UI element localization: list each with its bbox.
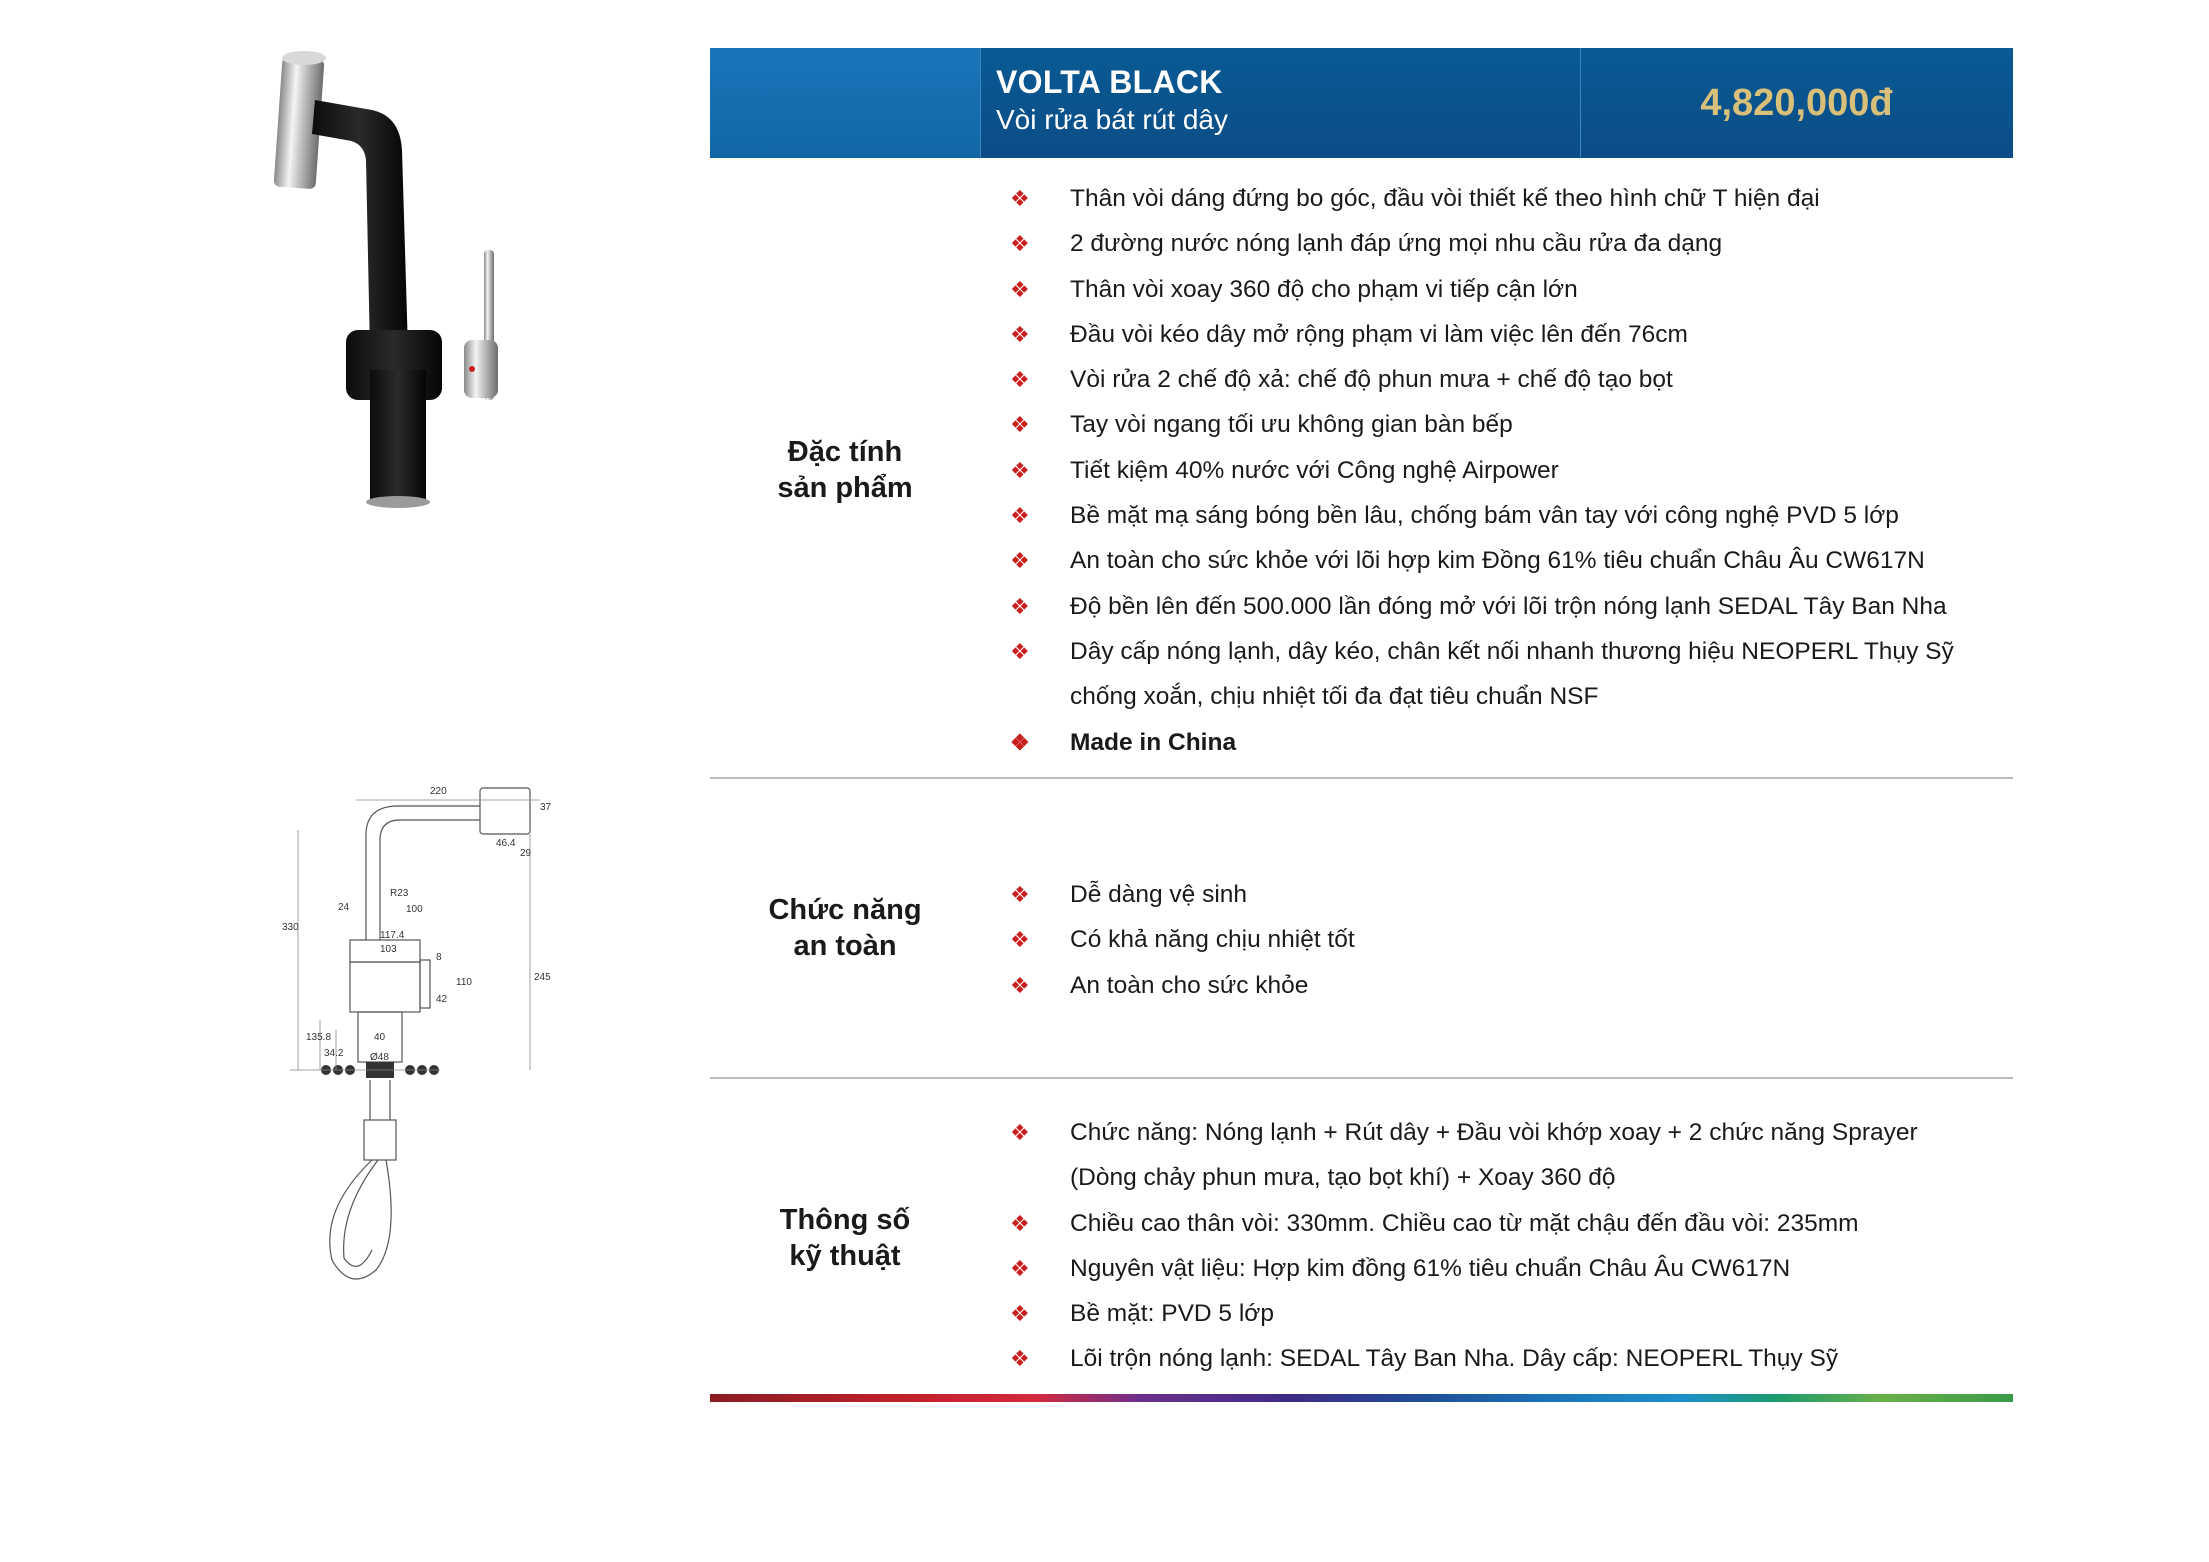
list-item-text: An toàn cho sức khỏe <box>1070 971 1309 999</box>
bullet-icon: ❖ <box>1010 729 1030 755</box>
bullet-icon: ❖ <box>1010 503 1030 529</box>
bullet-icon: ❖ <box>1010 593 1030 619</box>
list-item-text: Tay vòi ngang tối ưu không gian bàn bếp <box>1070 411 1513 439</box>
list-item <box>1010 629 2010 674</box>
section-label-line2: an toàn <box>793 930 897 962</box>
section-label <box>710 892 980 964</box>
product-subtitle: Vòi rửa bát rút dây <box>996 104 1228 135</box>
dim-label: 42 <box>436 994 448 1005</box>
bullet-icon: ❖ <box>1010 412 1030 438</box>
dim-label: 34.2 <box>324 1048 344 1059</box>
section-label-line1: Thông số <box>779 1204 911 1236</box>
list-item-text: Độ bền lên đến 500.000 lần đóng mở với lõi trộn nóng lạnh SEDAL Tây Ban Nha <box>1070 592 1947 620</box>
dim-label: 330 <box>282 922 299 933</box>
dim-label: 135.8 <box>306 1032 332 1043</box>
list-item-text: Dây cấp nóng lạnh, dây kéo, chân kết nối nhanh thương hiệu NEOPERL Thụy Sỹ <box>1070 637 1954 665</box>
section-label-line1: Chức năng <box>768 894 922 926</box>
list-item <box>1010 963 2010 1008</box>
list-item <box>1010 357 2010 402</box>
section-specs <box>710 1110 2013 1390</box>
list-item-text: (Dòng chảy phun mưa, tạo bọt khí) + Xoay 360 độ <box>1070 1164 1616 1192</box>
list-item-text: Thân vòi dáng đứng bo góc, đầu vòi thiết kế theo hình chữ T hiện đại <box>1070 185 1820 212</box>
footer-color-bar <box>710 1394 2013 1402</box>
bullet-icon: ❖ <box>1010 1210 1030 1236</box>
safety-list <box>1010 872 2010 1008</box>
list-item <box>1010 221 2010 266</box>
divider <box>710 777 2013 779</box>
bullet-icon: ❖ <box>1010 321 1030 347</box>
dim-label: 40 <box>374 1032 386 1043</box>
list-item <box>1010 872 2010 917</box>
list-item-text: Vòi rửa 2 chế độ xả: chế độ phun mưa + chế độ tạo bọt <box>1070 366 1673 394</box>
product-photo <box>260 40 500 510</box>
section-label-line1: Đặc tính <box>787 436 903 468</box>
features-list <box>1010 176 2010 765</box>
section-label <box>710 1202 980 1274</box>
bullet-icon: ❖ <box>1010 548 1030 574</box>
product-header <box>710 48 2013 158</box>
dim-label: 8 <box>436 952 442 963</box>
list-item-text: 2 đường nước nóng lạnh đáp ứng mọi nhu cầu rửa đa dạng <box>1070 230 1723 258</box>
bullet-icon: ❖ <box>1010 231 1030 257</box>
list-item-text: Đầu vòi kéo dây mở rộng phạm vi làm việc lên đến 76cm <box>1070 320 1688 348</box>
list-item <box>1010 448 2010 493</box>
header-title-block <box>980 48 1581 158</box>
bullet-icon: ❖ <box>1010 1120 1030 1145</box>
dim-label: 29 <box>520 848 532 859</box>
list-item-text: Tiết kiệm 40% nước với Công nghệ Airpower <box>1070 456 1559 484</box>
list-item-text: Có khả năng chịu nhiệt tốt <box>1070 926 1355 954</box>
list-item-text: An toàn cho sức khỏe với lõi hợp kim Đồng 61% tiêu chuẩn Châu Âu CW617N <box>1070 547 1925 575</box>
header-left-block <box>710 48 981 158</box>
product-price: 4,820,000đ <box>1700 82 1893 124</box>
list-item <box>1010 720 2010 765</box>
dim-label: Ø48 <box>370 1052 389 1063</box>
bullet-icon: ❖ <box>1010 882 1030 907</box>
bullet-icon: ❖ <box>1010 186 1030 211</box>
dim-label: 24 <box>338 902 350 913</box>
specs-list <box>1010 1110 2010 1382</box>
section-label <box>710 434 980 506</box>
list-item-text: Bề mặt: PVD 5 lớp <box>1070 1300 1274 1328</box>
list-item <box>1010 1336 2010 1381</box>
made-in-text: Made in China <box>1070 728 1237 756</box>
dim-label: 110 <box>456 977 472 988</box>
list-item-text: Chiều cao thân vòi: 330mm. Chiều cao từ mặt chậu đến đầu vòi: 235mm <box>1070 1209 1859 1237</box>
bullet-icon: ❖ <box>1010 1255 1030 1281</box>
list-item-text: chống xoắn, chịu nhiệt tối đa đạt tiêu chuẩn NSF <box>1070 683 1599 711</box>
list-item <box>1010 584 2010 629</box>
bullet-icon: ❖ <box>1010 1301 1030 1327</box>
bullet-icon: ❖ <box>1010 927 1030 953</box>
dim-label: 117.4 <box>380 930 405 941</box>
dim-label: 245 <box>534 972 551 983</box>
list-item <box>1010 493 2010 538</box>
list-item <box>1010 1110 2010 1155</box>
list-item-text: Bề mặt mạ sáng bóng bền lâu, chống bám vân tay với công nghệ PVD 5 lớp <box>1070 502 1899 530</box>
bullet-icon: ❖ <box>1010 367 1030 393</box>
divider <box>710 1077 2013 1079</box>
dim-label: 37 <box>540 802 552 813</box>
bullet-icon: ❖ <box>1010 276 1030 302</box>
list-item <box>1010 267 2010 312</box>
dim-label: 100 <box>406 904 423 915</box>
section-label-line2: kỹ thuật <box>789 1240 901 1272</box>
list-item-text: Dễ dàng vệ sinh <box>1070 881 1248 908</box>
list-item-text: Lõi trộn nóng lạnh: SEDAL Tây Ban Nha. Dây cấp: NEOPERL Thụy Sỹ <box>1070 1345 1839 1373</box>
dim-label: 46.4 <box>496 838 516 849</box>
dim-label: R23 <box>390 888 409 899</box>
bullet-icon: ❖ <box>1010 1346 1030 1372</box>
bullet-icon: ❖ <box>1010 972 1030 998</box>
bullet-icon: ❖ <box>1010 638 1030 664</box>
section-features <box>710 176 2013 766</box>
list-item-continuation <box>1010 1155 2010 1200</box>
dim-label: 220 <box>430 786 447 797</box>
list-item <box>1010 917 2010 962</box>
list-item-text: Nguyên vật liệu: Hợp kim đồng 61% tiêu chuẩn Châu Âu CW617N <box>1070 1254 1791 1282</box>
bullet-icon: ❖ <box>1010 457 1030 483</box>
product-name: VOLTA BLACK <box>996 64 1223 100</box>
list-item <box>1010 538 2010 583</box>
list-item <box>1010 312 2010 357</box>
list-item-text: Chức năng: Nóng lạnh + Rút dây + Đầu vòi khớp xoay + 2 chức năng Sprayer <box>1070 1119 1918 1146</box>
section-safety <box>710 872 2013 1072</box>
list-item <box>1010 402 2010 447</box>
list-item-continuation <box>1010 674 2010 719</box>
list-item <box>1010 176 2010 221</box>
section-label-line2: sản phẩm <box>777 472 913 504</box>
list-item-text: Thân vòi xoay 360 độ cho phạm vi tiếp cận lớn <box>1070 275 1578 303</box>
list-item <box>1010 1201 2010 1246</box>
technical-drawing <box>280 780 580 1300</box>
list-item <box>1010 1246 2010 1291</box>
dim-label: 103 <box>380 944 397 955</box>
list-item <box>1010 1291 2010 1336</box>
